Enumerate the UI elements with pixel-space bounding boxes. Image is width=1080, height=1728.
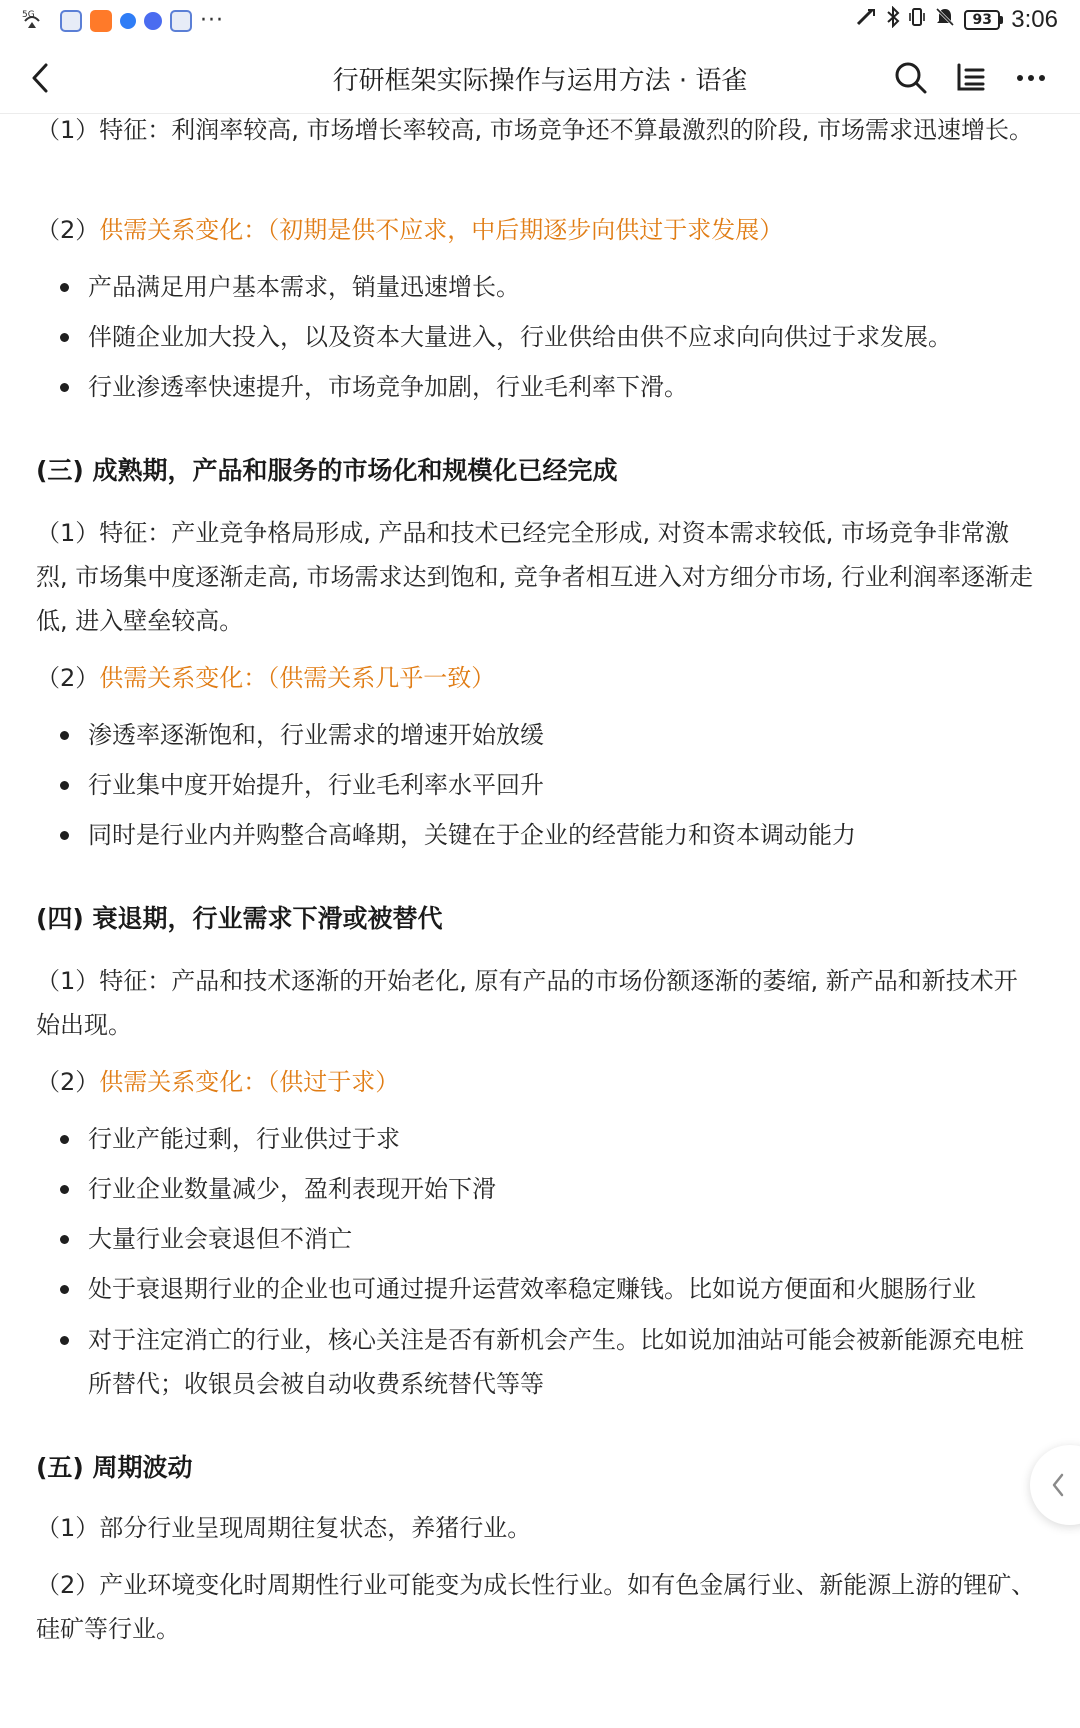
video-app-icon — [90, 10, 112, 32]
item-number: （2） — [36, 1068, 100, 1096]
more-horizontal-icon — [1014, 61, 1048, 95]
bullet-item: 行业产能过剩，行业供过于求 — [56, 1117, 1041, 1161]
bullet-item: 渗透率逐渐饱和，行业需求的增速开始放缓 — [56, 713, 1041, 757]
bullet-item: 产品满足用户基本需求，销量迅速增长。 — [56, 265, 1041, 309]
svg-text:5G: 5G — [22, 10, 35, 20]
bluetooth-icon — [886, 6, 900, 34]
section-heading-decline: (四) 衰退期，行业需求下滑或被替代 — [36, 904, 443, 933]
search-button[interactable] — [892, 59, 930, 97]
browser-app-icon — [120, 13, 136, 29]
bullet-item: 大量行业会衰退但不消亡 — [56, 1217, 1041, 1261]
supply-demand-label: 供需关系变化：（供过于求） — [99, 1068, 400, 1096]
more-options-button[interactable] — [1012, 59, 1050, 97]
bullet-item: 伴随企业加大投入，以及资本大量进入，行业供给由供不应求向向供过于求发展。 — [56, 315, 1041, 359]
nav-bar — [0, 40, 1080, 114]
signal-icon — [22, 8, 52, 34]
decline-characteristics: （1）特征：产品和技术逐渐的开始老化, 原有产品的市场份额逐渐的萎缩, 新产品和新技术开始出现。 — [36, 967, 1018, 1039]
chevron-left-icon — [1050, 1471, 1066, 1499]
status-bar-right — [854, 6, 1058, 34]
cycle-point-1: （1）部分行业呈现周期往复状态，养猪行业。 — [36, 1514, 532, 1542]
more-notifications-icon: ··· — [200, 8, 224, 33]
status-bar-left — [22, 8, 224, 34]
app-notification-icon-2 — [170, 10, 192, 32]
outline-button[interactable] — [952, 59, 990, 97]
bullet-item: 对于注定消亡的行业，核心关注是否有新机会产生。比如说加油站可能会被新能源充电桩所替代；收银员会被自动收费系统替代等等 — [56, 1318, 1041, 1406]
side-drawer-handle[interactable] — [1030, 1445, 1080, 1525]
battery-icon — [964, 10, 1003, 30]
mute-icon — [934, 6, 956, 34]
mature-characteristics: （1）特征：产业竞争格局形成, 产品和技术已经完全形成, 对资本需求较低, 市场竞争非常激烈, 市场集中度逐渐走高, 市场需求达到饱和, 竞争者相互进入对方细分市场, 行业利润率逐渐走低, 进入壁垒较高。 — [36, 519, 1034, 635]
growth-characteristics: （1）特征：利润率较高, 市场增长率较高, 市场竞争还不算最激烈的阶段, 市场需求迅速增长。 — [36, 116, 1034, 144]
vibrate-icon — [908, 6, 926, 34]
section-heading-cycle: (五) 周期波动 — [36, 1453, 193, 1482]
cycle-point-2: （2）产业环境变化时周期性行业可能变为成长性行业。如有色金属行业、新能源上游的锂矿、硅矿等行业。 — [36, 1571, 1036, 1643]
supply-demand-label: 供需关系变化：（供需关系几乎一致） — [99, 664, 496, 692]
mature-supply-demand — [36, 656, 1036, 700]
clock: 3:06 — [1011, 6, 1058, 33]
app-notification-icon — [60, 10, 82, 32]
section-heading-mature: (三) 成熟期，产品和服务的市场化和规模化已经完成 — [36, 456, 618, 485]
supply-demand-label: 供需关系变化：（初期是供不应求，中后期逐步向供过于求发展） — [99, 216, 784, 244]
bullet-item: 同时是行业内并购整合高峰期，关键在于企业的经营能力和资本调动能力 — [56, 813, 1041, 857]
item-number: （2） — [36, 664, 100, 692]
status-bar — [0, 0, 1080, 40]
growth-supply-demand — [36, 208, 1036, 252]
nfc-icon — [854, 6, 878, 34]
decline-supply-demand — [36, 1060, 1036, 1104]
search-icon — [894, 61, 928, 95]
item-number: （2） — [36, 216, 100, 244]
table-of-contents-icon — [954, 61, 988, 95]
battery-level: 93 — [964, 10, 1000, 30]
bullet-item: 行业渗透率快速提升，市场竞争加剧，行业毛利率下滑。 — [56, 365, 1041, 409]
music-app-icon — [144, 12, 162, 30]
bullet-item: 行业企业数量减少，盈利表现开始下滑 — [56, 1167, 1041, 1211]
bullet-item: 行业集中度开始提升，行业毛利率水平回升 — [56, 763, 1041, 807]
bullet-item: 处于衰退期行业的企业也可通过提升运营效率稳定赚钱。比如说方便面和火腿肠行业 — [56, 1267, 1041, 1311]
page-title: 行研框架实际操作与运用方法 · 语雀 — [332, 66, 748, 96]
